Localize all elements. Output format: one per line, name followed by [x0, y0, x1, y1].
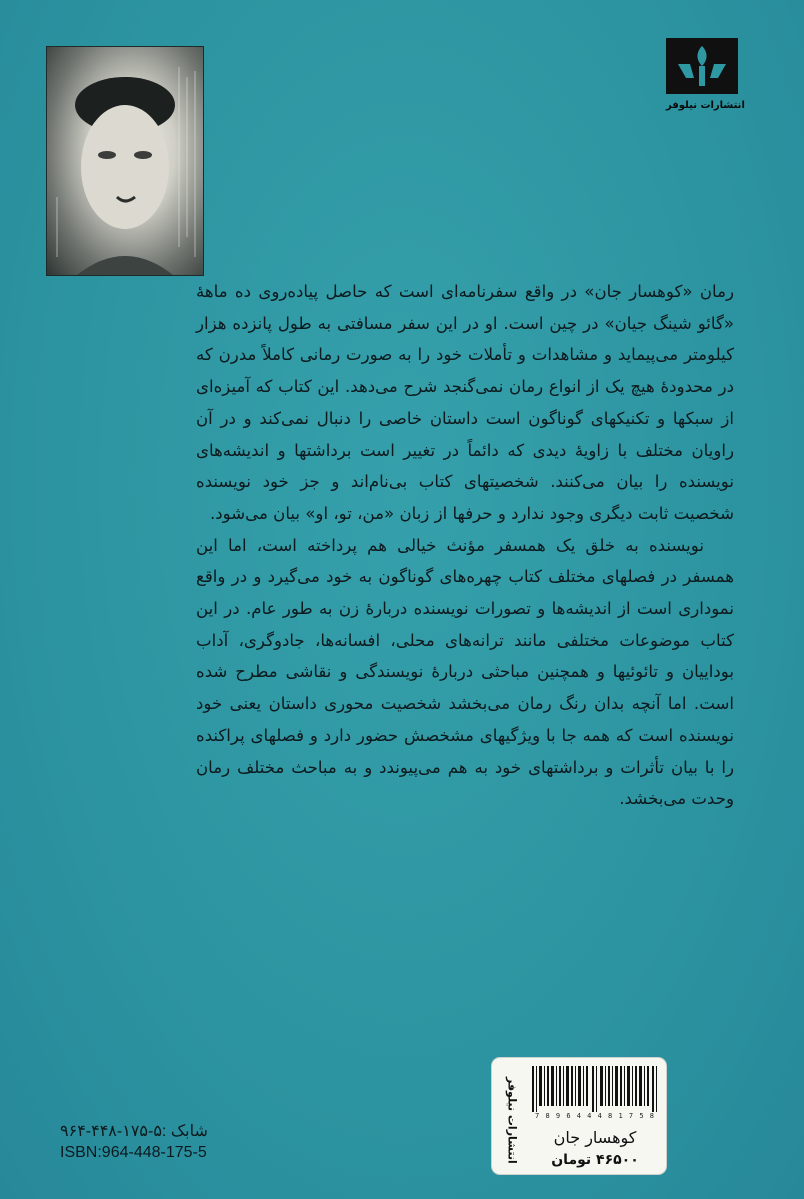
isbn-block — [60, 1121, 240, 1163]
publisher-logo-caption: انتشارات نیلوفر — [666, 100, 745, 111]
isbn-persian: شابک :۵-۱۷۵-۴۴۸-۹۶۴ — [60, 1123, 208, 1140]
publisher-logo — [666, 38, 745, 116]
publisher-mark-icon — [666, 38, 738, 94]
description-paragraph-1: رمان «کوهسار جان» در واقع سفرنامه‌ای است که حاصل پیاده‌روی ده ماههٔ «گائو شینگ جیان» در چین است. او در این سفر مسافتی به طول پانزده هزار کیلومتر می‌پیماید و مشاهدات و تأملات خود را به صورت رمانی کاملاً مدرن که در محدودهٔ هیچ یک از انواع رمان نمی‌گنجد شرح می‌دهد. این کتاب که آمیزه‌ای از سبکها و تکنیکهای گوناگون است داستان خاصی را دنبال نمی‌کند و در آن راویان مختلف با زاویهٔ دیدی که دائماً در تغییر است برداشتها و اندیشه‌های نویسنده را بیان می‌کنند. شخصیتهای کتاب بی‌نام‌اند و جز خود نویسنده شخصیت ثابت دیگری وجود ندارد و حرفها از زبان «من، تو، او» بیان می‌شود. — [196, 282, 734, 523]
sticker-price: ۴۶۵۰۰ تومان — [551, 1152, 639, 1168]
barcode-icon — [530, 1066, 660, 1112]
description-paragraph-2: نویسنده به خلق یک همسفر مؤنث خیالی هم پرداخته است، اما این همسفر در فصلهای مختلف کتاب چهره‌های گوناگون به خود می‌گیرد و در واقع نموداری است از اندیشه‌ها و تصورات نویسنده دربارهٔ زن به طور عام. در این کتاب موضوعات مختلفی مانند ترانه‌های محلی، افسانه‌ها، جادوگری، آداب بوداییان و تائوئیها و همچنین مباحثی دربارهٔ نویسندگی و نقاشی مطرح شده است. اما آنچه بدان رنگ رمان می‌بخشد شخصیت محوری داستان یعنی خود نویسنده است که همه جا با ویژگیهای مشخصش حضور دارد و فصلهای پراکنده را با بیان تأثرات و برداشتهای خود به هم می‌پیوندد و به مباحث مختلف رمان وحدت می‌بخشد. — [196, 535, 734, 809]
sticker-publisher: انتشارات نیلوفر — [505, 1076, 519, 1164]
author-photo — [46, 46, 204, 276]
isbn-latin: ISBN:964-448-175-5 — [60, 1144, 207, 1161]
book-description — [196, 276, 734, 815]
sticker-book-title: کوهسار جان — [553, 1128, 637, 1147]
barcode-number: 7 8 9 6 4 4 4 8 1 7 5 8 — [535, 1112, 655, 1120]
price-sticker — [492, 1058, 666, 1174]
author-portrait-graphic — [47, 47, 203, 275]
